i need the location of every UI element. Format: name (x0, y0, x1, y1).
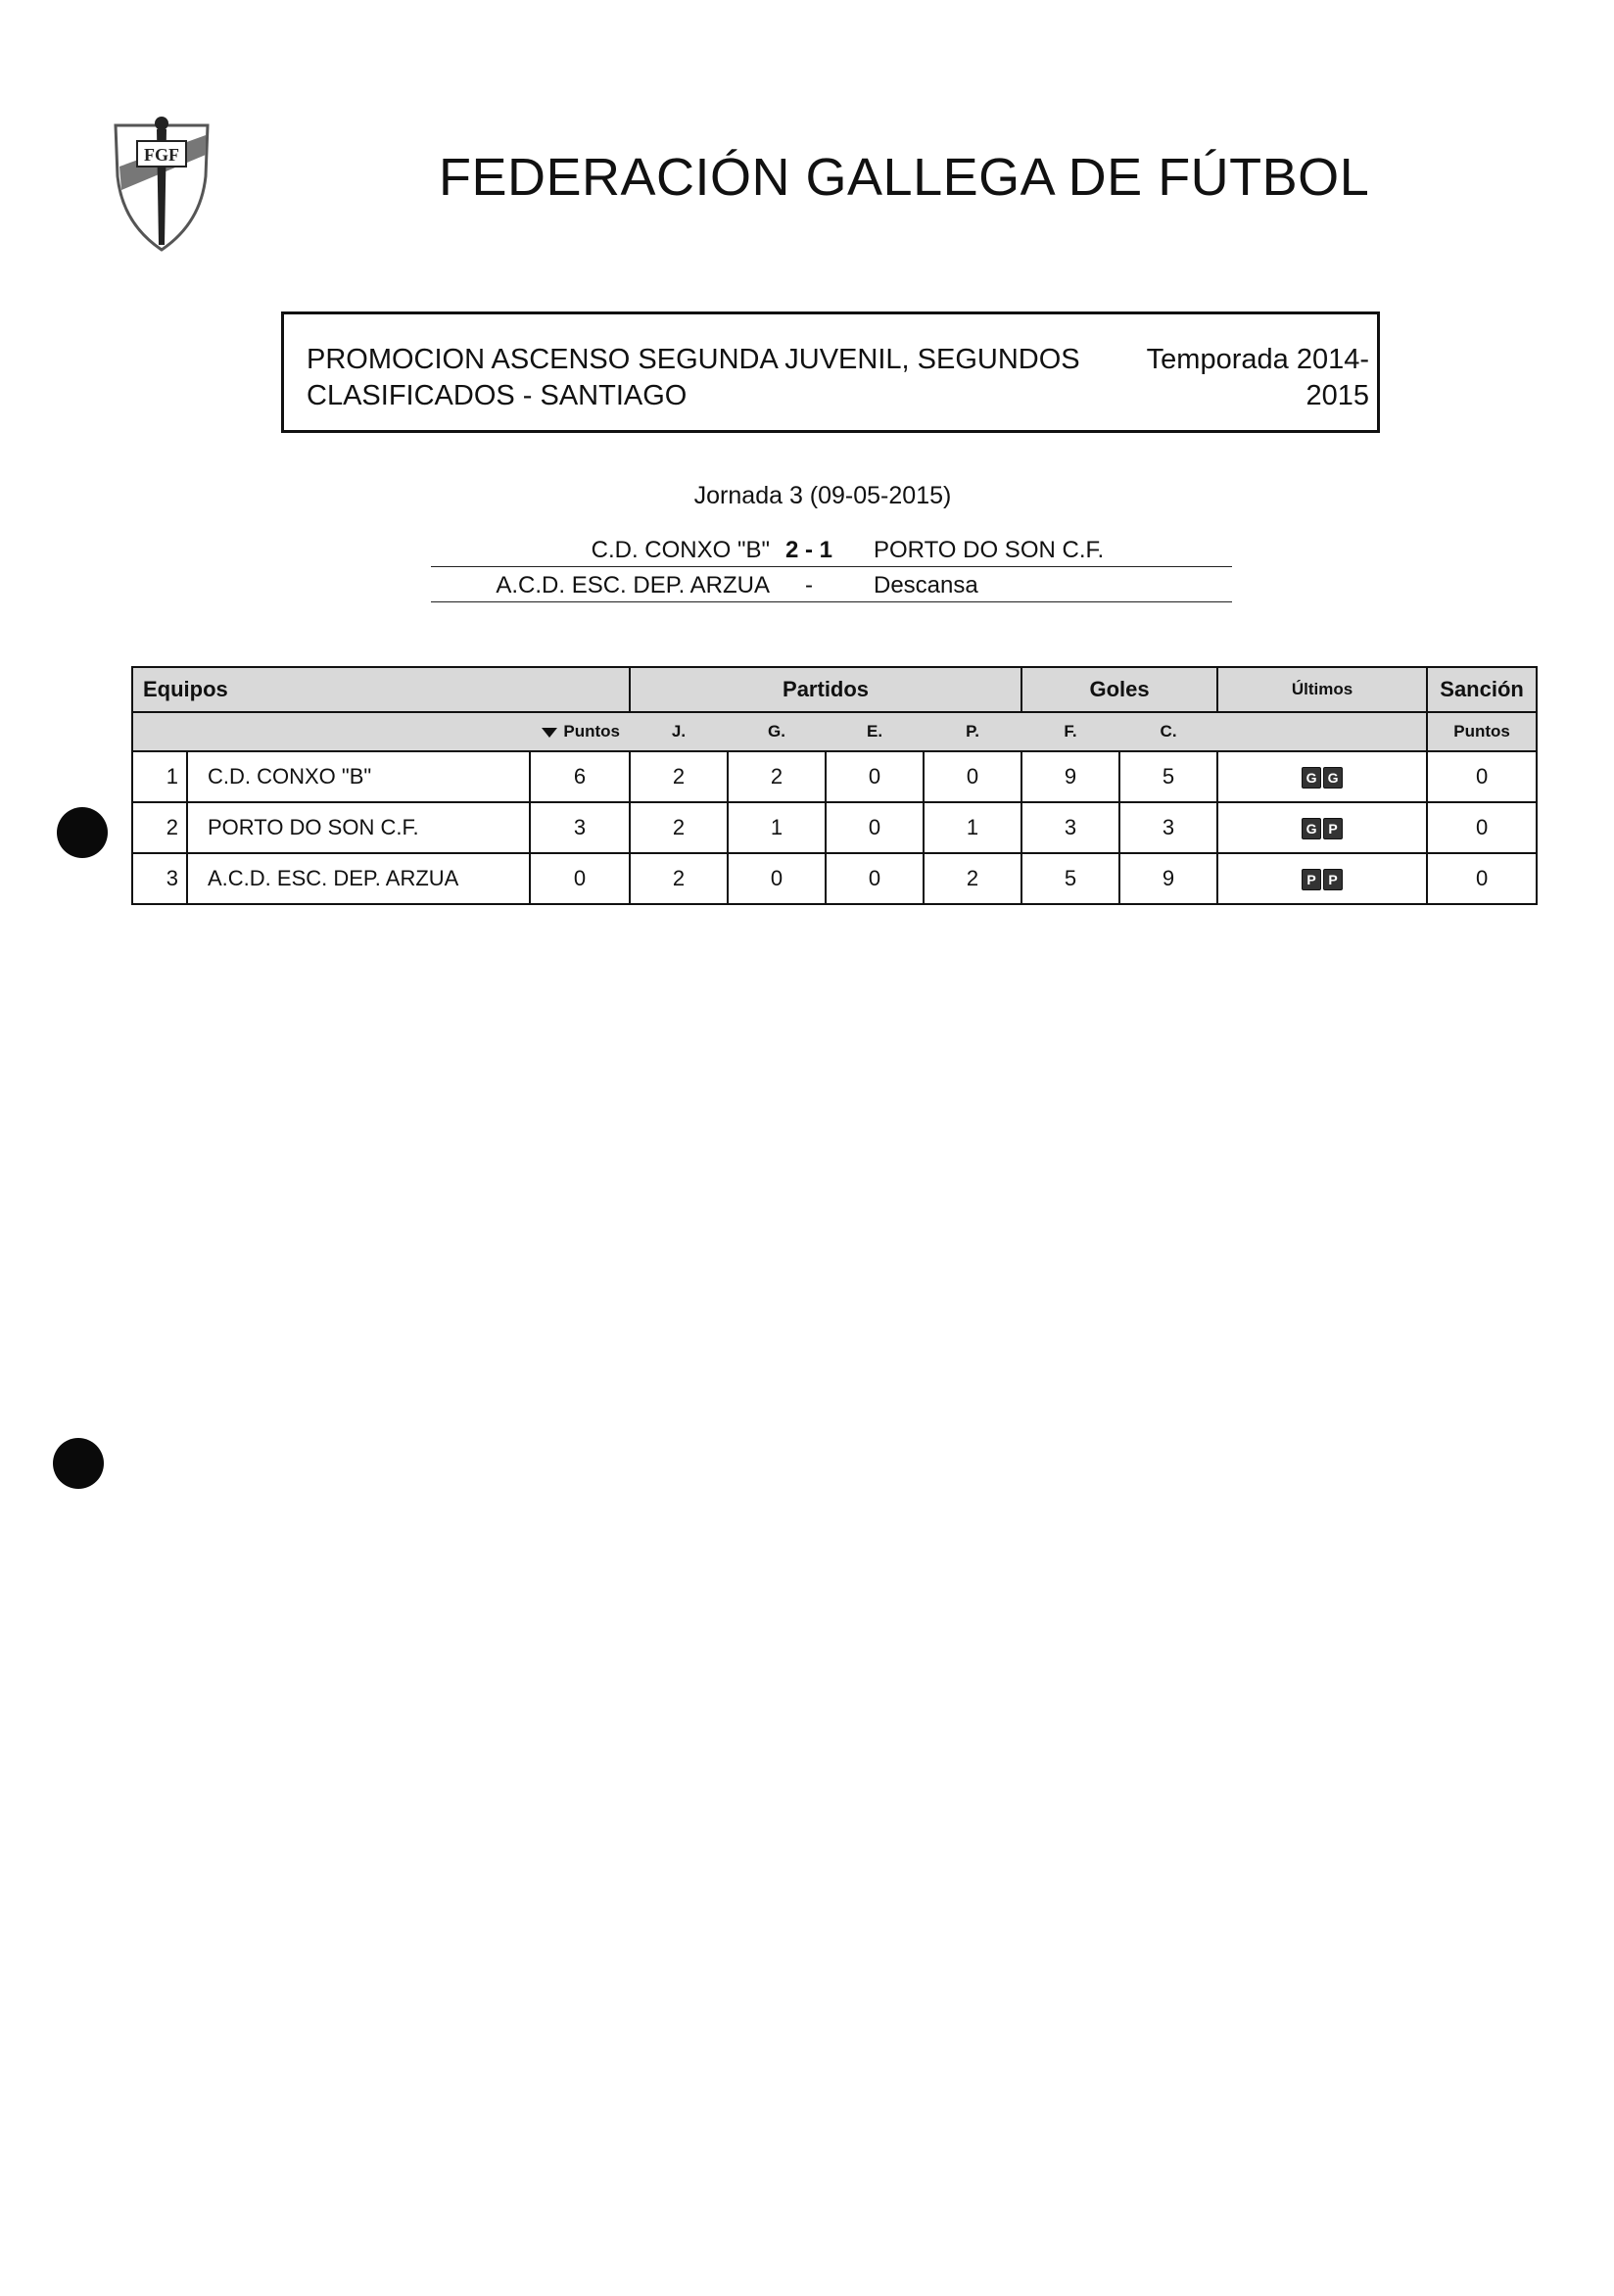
sanction-cell: 0 (1427, 853, 1537, 904)
subheader-won: G. (728, 712, 826, 751)
position-cell: 3 (132, 853, 187, 904)
season-line2: 2015 (1305, 380, 1369, 411)
match-away-team: Descansa (874, 572, 978, 598)
lost-cell: 1 (924, 802, 1021, 853)
won-cell: 0 (728, 853, 826, 904)
drawn-cell: 0 (826, 751, 924, 802)
points-cell: 0 (530, 853, 630, 904)
won-cell: 2 (728, 751, 826, 802)
lost-cell: 0 (924, 751, 1021, 802)
goals-for-cell: 5 (1021, 853, 1119, 904)
subheader-points[interactable] (132, 712, 630, 751)
federation-title: FEDERACIÓN GALLEGA DE FÚTBOL (439, 148, 1370, 207)
match-home-team: C.D. CONXO "B" (591, 537, 770, 563)
subheader-points-label: Puntos (563, 722, 621, 741)
sort-down-icon (542, 728, 557, 738)
punch-hole (53, 1438, 104, 1489)
subheader-played: J. (630, 712, 728, 751)
result-badge: P (1302, 869, 1321, 890)
position-cell: 2 (132, 802, 187, 853)
standings-sub-header (132, 712, 1537, 751)
table-row (132, 853, 1537, 904)
fgf-shield-logo-icon (108, 108, 215, 255)
subheader-lost: P. (924, 712, 1021, 751)
standings-table (131, 666, 1538, 905)
team-cell: PORTO DO SON C.F. (187, 802, 530, 853)
points-cell: 6 (530, 751, 630, 802)
sanction-cell: 0 (1427, 802, 1537, 853)
svg-text:FGF: FGF (144, 145, 179, 165)
result-badge: G (1302, 767, 1321, 789)
sanction-cell: 0 (1427, 751, 1537, 802)
competition-name-line2: CLASIFICADOS - SANTIAGO (307, 380, 688, 411)
match-row (431, 568, 1232, 602)
header-last: Últimos (1217, 667, 1427, 712)
match-row (431, 533, 1232, 567)
played-cell: 2 (630, 802, 728, 853)
match-away-team: PORTO DO SON C.F. (874, 537, 1105, 563)
team-cell: C.D. CONXO "B" (187, 751, 530, 802)
subheader-last (1217, 712, 1427, 751)
result-badge: G (1323, 767, 1343, 789)
header-goals: Goles (1021, 667, 1217, 712)
goals-against-cell: 5 (1119, 751, 1217, 802)
points-cell: 3 (530, 802, 630, 853)
match-home-team: A.C.D. ESC. DEP. ARZUA (496, 572, 770, 598)
competition-box (281, 311, 1380, 433)
result-badge: P (1323, 818, 1343, 839)
standings-group-header (132, 667, 1537, 712)
subheader-goals-for: F. (1021, 712, 1119, 751)
punch-hole (57, 807, 108, 858)
drawn-cell: 0 (826, 802, 924, 853)
match-score: 2 - 1 (784, 537, 833, 563)
competition-name-line1: PROMOCION ASCENSO SEGUNDA JUVENIL, SEGUNDOS (307, 344, 1080, 375)
round-title: Jornada 3 (09-05-2015) (693, 482, 952, 509)
subheader-goals-against: C. (1119, 712, 1217, 751)
goals-for-cell: 9 (1021, 751, 1119, 802)
drawn-cell: 0 (826, 853, 924, 904)
result-badge: P (1323, 869, 1343, 890)
result-badge: G (1302, 818, 1321, 839)
lost-cell: 2 (924, 853, 1021, 904)
goals-against-cell: 9 (1119, 853, 1217, 904)
match-score: - (805, 572, 813, 598)
table-row (132, 751, 1537, 802)
season-label (1134, 342, 1369, 414)
table-row (132, 802, 1537, 853)
last-results-cell (1217, 853, 1427, 904)
played-cell: 2 (630, 853, 728, 904)
team-cell: A.C.D. ESC. DEP. ARZUA (187, 853, 530, 904)
won-cell: 1 (728, 802, 826, 853)
competition-name (307, 342, 1090, 414)
subheader-drawn: E. (826, 712, 924, 751)
position-cell: 1 (132, 751, 187, 802)
subheader-sanction-points: Puntos (1427, 712, 1537, 751)
last-results-cell (1217, 751, 1427, 802)
goals-for-cell: 3 (1021, 802, 1119, 853)
header-matches: Partidos (630, 667, 1021, 712)
last-results-cell (1217, 802, 1427, 853)
header-teams: Equipos (132, 667, 630, 712)
header-sanction: Sanción (1427, 667, 1537, 712)
goals-against-cell: 3 (1119, 802, 1217, 853)
season-line1: Temporada 2014- (1146, 344, 1369, 375)
played-cell: 2 (630, 751, 728, 802)
